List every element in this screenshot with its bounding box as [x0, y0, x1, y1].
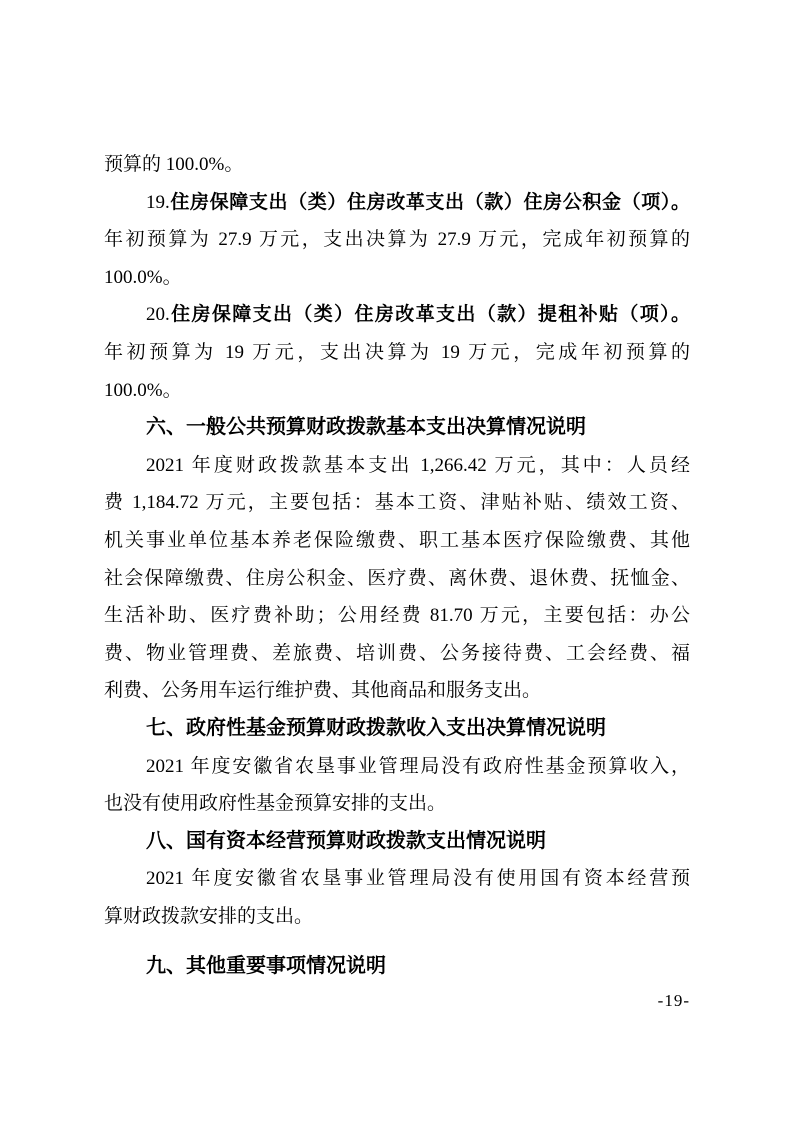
text-segment: 七、政府性基金预算财政拨款收入支出决算情况说明 — [146, 716, 606, 739]
text-segment: 20. — [146, 304, 170, 326]
text-segment: 住房保障支出（类）住房改革支出（款）提租补贴（项）。 — [169, 304, 690, 326]
text-segment: 社会保障缴费、住房公积金、医疗费、离休费、退休费、抚恤金、 — [104, 567, 690, 589]
text-segment: 年初预算为 27.9 万元，支出决算为 27.9 万元，完成年初预算的 — [104, 229, 690, 251]
text-segment: 19. — [146, 191, 170, 213]
item-19-title-line — [104, 184, 690, 222]
section-7-line-2 — [104, 785, 690, 823]
item-19-tail-line — [104, 259, 690, 297]
section-6-line-4 — [104, 560, 690, 598]
text-segment: 九、其他重要事项情况说明 — [146, 955, 386, 978]
text-segment: 也没有使用政府性基金预算安排的支出。 — [104, 793, 447, 815]
item-20-title-line — [104, 296, 690, 334]
text-segment: 机关事业单位基本养老保险缴费、职工基本医疗保险缴费、其他 — [104, 529, 690, 551]
section-6-heading — [104, 409, 690, 447]
section-6-line-3 — [104, 522, 690, 560]
text-segment: 生活补助、医疗费补助；公用经费 81.70 万元，主要包括：办公 — [104, 605, 690, 627]
section-7-heading — [104, 710, 690, 748]
section-6-line-5 — [104, 597, 690, 635]
item-20-body-line — [104, 334, 690, 372]
text-segment: 100.0%。 — [104, 266, 182, 288]
item-20-tail-line — [104, 372, 690, 410]
section-8-heading — [104, 823, 690, 861]
text-segment: 2021 年度安徽省农垦事业管理局没有使用国有资本经营预 — [146, 868, 690, 890]
section-6-line-7 — [104, 672, 690, 710]
text-segment: 年初预算为 19 万元，支出决算为 19 万元，完成年初预算的 — [104, 341, 690, 363]
item-19-body-line — [104, 221, 690, 259]
section-7-line-1 — [104, 748, 690, 786]
para-18-tail-line — [104, 146, 690, 184]
section-6-line-2 — [104, 484, 690, 522]
document-lines — [104, 146, 690, 986]
page-number: -19- — [657, 991, 690, 1010]
section-6-line-6 — [104, 635, 690, 673]
section-8-line-1 — [104, 860, 690, 898]
text-segment: 费、物业管理费、差旅费、培训费、公务接待费、工会经费、福 — [104, 642, 690, 664]
text-segment: 住房保障支出（类）住房改革支出（款）住房公积金（项）。 — [169, 191, 690, 213]
text-segment: 预算的 100.0%。 — [104, 154, 244, 175]
text-segment: 费 1,184.72 万元，主要包括：基本工资、津贴补贴、绩效工资、 — [104, 492, 690, 514]
text-segment: 利费、公务用车运行维护费、其他商品和服务支出。 — [104, 680, 542, 702]
text-segment: 六、一般公共预算财政拨款基本支出决算情况说明 — [146, 416, 586, 439]
text-segment: 2021 年度财政拨款基本支出 1,266.42 万元，其中：人员经 — [146, 454, 690, 476]
text-segment: 100.0%。 — [104, 379, 182, 401]
section-9-heading — [104, 948, 690, 986]
text-segment: 2021 年度安徽省农垦事业管理局没有政府性基金预算收入， — [146, 755, 690, 777]
section-6-line-1 — [104, 447, 690, 485]
text-segment: 八、国有资本经营预算财政拨款支出情况说明 — [146, 829, 546, 852]
text-segment: 算财政拨款安排的支出。 — [104, 905, 314, 927]
section-8-line-2 — [104, 898, 690, 936]
